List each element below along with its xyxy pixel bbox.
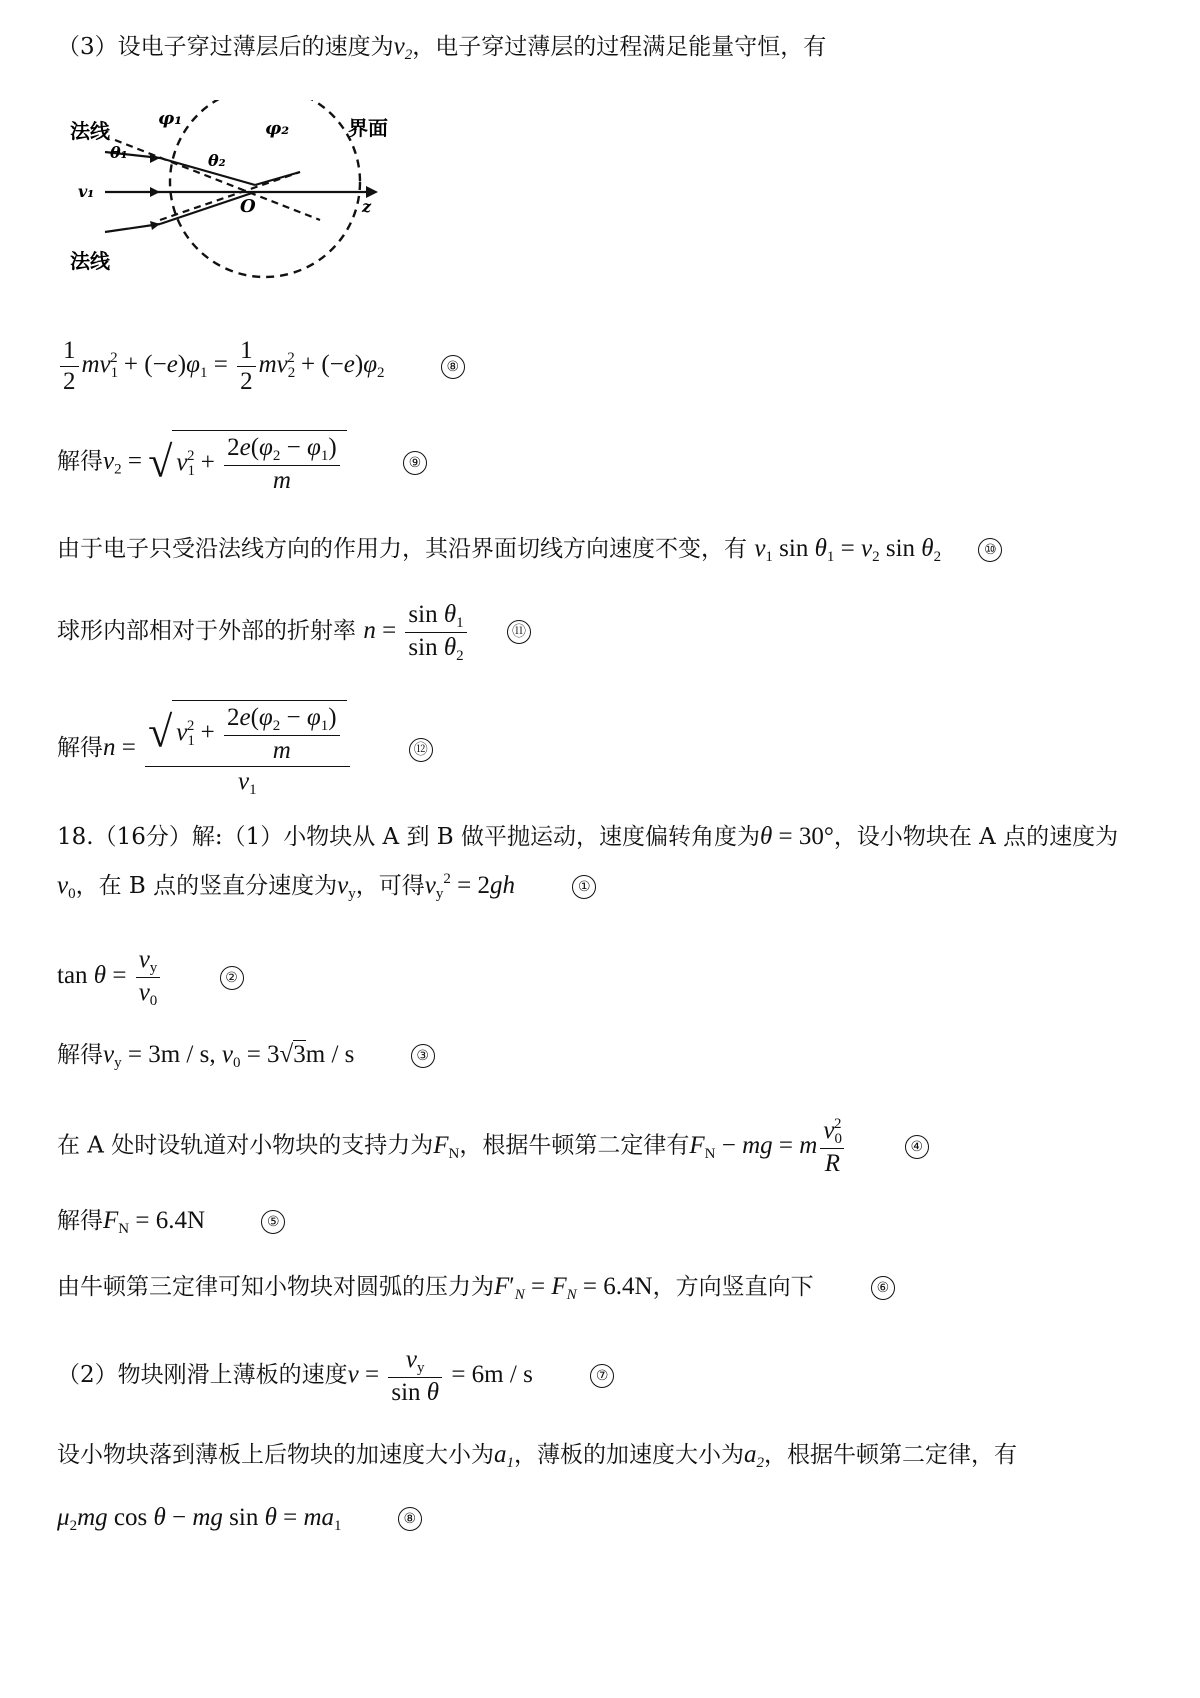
equation-number: ⑦ xyxy=(590,1364,614,1388)
equation-number: ① xyxy=(572,875,596,899)
equation-number: ⑥ xyxy=(871,1276,895,1300)
incident-arrowhead-bottom xyxy=(150,221,160,230)
label-theta2: θ₂ xyxy=(208,151,226,170)
equation-n-solution: 解得n = √ $v_1^2$ + $\frac{2e(\varphi_2 - \varphi_1)}{m}$ $v_1$ ⑫ xyxy=(57,700,433,799)
label-interface: 界面 xyxy=(348,116,388,140)
refraction-diagram xyxy=(60,100,400,300)
part3-intro-line xyxy=(57,32,826,64)
v2-symbol: $v_2$ xyxy=(393,33,413,63)
equation-newton-second: 在 A 处时设轨道对小物块的支持力为$F_N$，根据牛顿第二定律有$F_N$ − mg = m $\frac{v_0^2}{R}$ ④ xyxy=(57,1115,929,1179)
equation-velocities: 解得$v_y = 3m / s$, $v_0 = 3√3m / s$ ③ xyxy=(57,1040,435,1072)
equation-number: ⑤ xyxy=(261,1210,285,1234)
equation-tangential-velocity: 由于电子只受沿法线方向的作用力，其沿界面切线方向速度不变，有 $v_1$ $\sin \theta_1 = v_2$ $\sin \theta_2$ ⑩ xyxy=(57,534,1002,566)
acceleration-setup-line: 设小物块落到薄板上后物块的加速度大小为$a_1$，薄板的加速度大小为$a_2$，根据牛顿第二定律，有 xyxy=(57,1441,1017,1471)
equation-friction: $\mu_2mg$ cos θ − mg $\sin \theta = ma_1$ ⑧ xyxy=(57,1503,422,1535)
equation-number: ⑧ xyxy=(398,1507,422,1531)
label-phi1: φ₁ xyxy=(158,108,183,129)
equation-normal-force: 解得$F_N = 6.4N$ ⑤ xyxy=(57,1206,285,1238)
equation-tan-theta: tan θ = $\frac{v_y}{v_0}$ ② xyxy=(57,945,244,1010)
equation-number: ⑨ xyxy=(403,451,427,475)
part3-intro-text: （3）设电子穿过薄层后的速度为 xyxy=(57,34,394,60)
label-theta1: θ₁ xyxy=(110,143,128,162)
equation-slide-velocity: （2）物块刚滑上薄板的速度v = $\frac{v_y}{\text{sin θ}}$ = 6m / s ⑦ xyxy=(57,1345,614,1408)
equation-number: ⑩ xyxy=(978,538,1002,562)
equation-newton-third: 由牛顿第三定律可知小物块对圆弧的压力为$F'_N = F_N = 6.4N$，方向竖直向下 ⑥ xyxy=(57,1272,895,1304)
label-normal-top: 法线 xyxy=(70,119,110,143)
q18-line-1: 18.（16分）解:（1）小物块从 A 到 B 做平抛运动，速度偏转角度为θ = 30°，设小物块在 A 点的速度为 xyxy=(57,823,1119,850)
equation-refractive-index: 球形内部相对于外部的折射率 n = $\frac{\sin \theta_1}{\sin \theta_2}$ ⑪ xyxy=(57,600,531,665)
equation-number: ⑫ xyxy=(409,738,433,762)
equation-energy-conservation: $\frac{1}{2}$ $mv_1^2 + (-e)\varphi_1$ = $\frac{1}{2}$ $mv_2^2 + (-e)\varphi_2$ ⑧ xyxy=(57,336,465,397)
q18-line-2: $v_0$，在 B 点的竖直分速度为$v_y$，可得$v_y^2 = 2gh$ ① xyxy=(57,870,596,903)
label-normal-bottom: 法线 xyxy=(70,249,110,273)
label-v1: v₁ xyxy=(78,182,95,201)
equation-number: ② xyxy=(220,966,244,990)
label-phi2: φ₂ xyxy=(265,118,290,139)
equation-number: ④ xyxy=(905,1135,929,1159)
incident-arrowhead-mid xyxy=(150,187,160,197)
equation-number: ⑪ xyxy=(507,620,531,644)
equation-number: ③ xyxy=(411,1044,435,1068)
exit-ray-top xyxy=(255,172,300,185)
label-z: z xyxy=(362,197,372,216)
label-O: O xyxy=(240,196,256,217)
part3-intro-tail: ，电子穿过薄层的过程满足能量守恒，有 xyxy=(412,34,827,60)
equation-number: ⑧ xyxy=(441,355,465,379)
equation-v2-solution: 解得$v_2$ = √ $v_1^2$ + $\frac{2e(\varphi_2 - \varphi_1)}{m}$ ⑨ xyxy=(57,430,427,496)
